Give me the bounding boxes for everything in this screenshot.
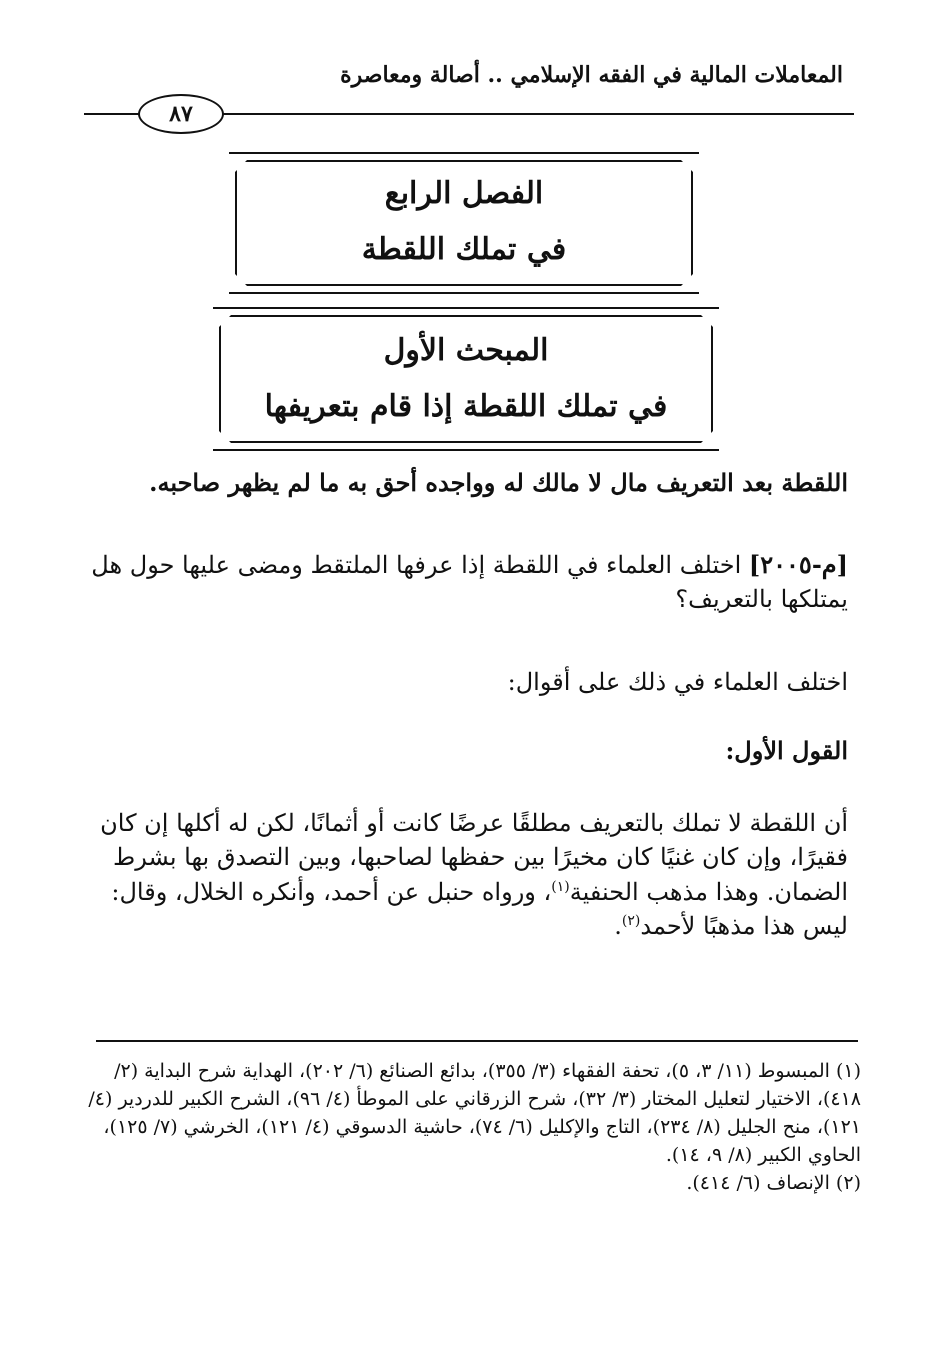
first-opinion-heading: القول الأول: (725, 736, 848, 765)
chapter-title: الفصل الرابع (384, 176, 544, 211)
section-title-frame (213, 307, 719, 451)
footnote-1: (١) المبسوط (١١/ ٣، ٥)، تحفة الفقهاء (٣/ ٣٥٥)، بدائع الصنائع (٦/ ٢٠٢)، الهداية شرح البداية (٢/ ٤١٨)، الاختيار لتعليل المختار (٣/ ٣٢)، شرح الزرقاني على الموطأ (٤/ ٩٦)، الشرح الكبير للدردير (٤/ ١٢١)، منح الجليل (٨/ ٢٣٤)، التاج والإكليل (٦/ ٧٤)، حاشية الدسوقي (٤/ ١٢١)، الخرشي (٧/ ١٢٥)، الحاوي الكبير (٨/ ٩، ١٤). (88, 1060, 861, 1166)
section-title: المبحث الأول (383, 333, 549, 368)
section-subtitle: في تملك اللقطة إذا قام بتعريفها (264, 389, 668, 424)
first-opinion-end: . (614, 911, 622, 940)
footnote-2: (٢) الإنصاف (٦/ ٤١٤). (686, 1171, 861, 1194)
first-opinion-text-1: أن اللقطة لا تملك بالتعريف مطلقًا عرضًا كانت أو أثمانًا، لكن له أكلها إن كان فقيرًا، وإن كان غنيًا كان مخيرًا بين حفظها لصاحبها، وبين التصدق بها بشرط الضمان. وهذا مذهب الحنفية (100, 809, 848, 906)
issue-reference: [م-٢٠٠٥] (748, 550, 848, 579)
intro-paragraph: اختلف العلماء في ذلك على أقوال: (507, 668, 848, 696)
first-opinion-text-2: ، ورواه حنبل عن أحمد، وأنكره الخلال، وقال: ليس هذا مذهبًا لأحمد (111, 877, 848, 940)
summary-paragraph: اللقطة بعد التعريف مال لا مالك له وواجده أحق به ما لم يظهر صاحبه. (149, 468, 848, 497)
running-title: المعاملات المالية في الفقه الإسلامي .. أصالة ومعاصرة (340, 62, 843, 88)
issue-paragraph (78, 548, 848, 616)
footnote-marker-2[interactable]: (٢) (621, 912, 641, 929)
footnote-marker-1[interactable]: (١) (551, 878, 570, 895)
issue-text: اختلف العلماء في اللقطة إذا عرفها الملتقط ومضى عليها حول هل يمتلكها بالتعريف؟ (91, 551, 848, 613)
page-number: ٨٧ (138, 94, 224, 134)
footnotes (73, 1058, 861, 1198)
chapter-title-frame (229, 152, 699, 294)
first-opinion-paragraph (78, 806, 848, 943)
chapter-subtitle: في تملك اللقطة (361, 232, 567, 267)
footnote-rule (96, 1040, 858, 1042)
